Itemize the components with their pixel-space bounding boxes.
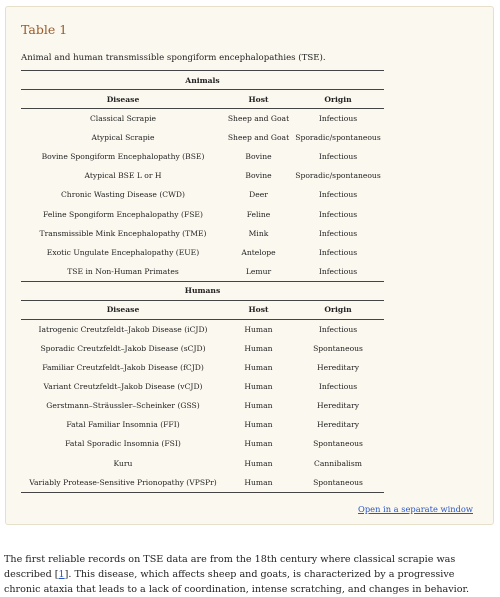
disease-cell: Variably Protease-Sensitive Prionopathy (VPSPr) [21, 473, 225, 493]
host-cell: Human [244, 363, 273, 373]
disease-cell: Exotic Ungulate Encephalopathy (EUE) [46, 247, 200, 257]
disease-cell: Transmissible Mink Encephalopathy (TME) [39, 228, 207, 238]
disease-cell: Bovine Spongiform Encephalopathy (BSE) [41, 152, 205, 162]
host-cell: Antelope [241, 247, 276, 257]
table-row [21, 377, 384, 396]
table-row [21, 224, 384, 243]
table-row [21, 262, 384, 282]
column-header-host: Host [225, 90, 292, 109]
disease-cell: Fatal Sporadic Insomnia (FSI) [65, 439, 181, 449]
reference-link[interactable]: 1 [58, 568, 65, 580]
table-row [21, 473, 384, 493]
disease-cell: Sporadic Creutzfeldt–Jakob Disease (sCJD) [40, 343, 206, 353]
disease-cell: Classical Scrapie [89, 114, 156, 124]
column-header-disease: Disease [21, 300, 225, 319]
host-cell: Human [244, 343, 273, 353]
column-header-host: Host [225, 300, 292, 319]
host-cell: Deer [249, 190, 268, 200]
host-cell: Mink [248, 228, 269, 238]
disease-cell: Atypical Scrapie [91, 133, 155, 143]
disease-cell: Atypical BSE L or H [84, 171, 162, 181]
column-header-disease: Disease [21, 90, 225, 109]
table-caption: Animal and human transmissible spongiform encephalopathies (TSE). [21, 53, 326, 63]
section-header-row [21, 71, 384, 90]
open-separate-window-link[interactable]: Open in a separate window [358, 504, 473, 514]
origin-cell: Sporadic/spontaneous [295, 133, 381, 143]
table-row [21, 358, 384, 377]
paragraph-text-start: The first reliable records on TSE data are from the 18th century where classical scrapie was described [ [4, 553, 456, 580]
host-cell: Human [244, 458, 273, 468]
disease-cell: Fatal Familiar Insomnia (FFI) [66, 420, 180, 430]
origin-cell: Infectious [318, 114, 358, 124]
column-header-row [21, 300, 384, 319]
table-row [21, 204, 384, 223]
column-header-origin: Origin [292, 90, 384, 109]
disease-cell: Familiar Creutzfeldt–Jakob Disease (fCJD) [42, 363, 204, 373]
table-row [21, 339, 384, 358]
column-header-origin: Origin [292, 300, 384, 319]
section-title: Humans [21, 281, 384, 300]
origin-cell: Cannibalism [314, 458, 362, 468]
origin-cell: Spontaneous [313, 439, 363, 449]
host-cell: Sheep and Goat [227, 114, 290, 124]
table-row [21, 109, 384, 129]
origin-cell: Infectious [318, 190, 358, 200]
origin-cell: Infectious [292, 262, 384, 282]
host-cell: Bovine [245, 152, 272, 162]
origin-cell: Infectious [318, 228, 358, 238]
table-box [5, 6, 494, 525]
body-paragraph [4, 552, 494, 597]
disease-cell: Gerstmann–Sträussler–Scheinker (GSS) [46, 401, 200, 411]
host-cell: Feline [246, 209, 271, 219]
table-row [21, 166, 384, 185]
paragraph-text-end: ]. This disease, which affects sheep and goats, is characterized by a progressive chronic ataxia that leads to a lack of coordination, intense scratching, and changes in behavior. [4, 568, 470, 595]
table-row [21, 454, 384, 473]
origin-cell: Sporadic/spontaneous [295, 171, 381, 181]
column-header-row [21, 90, 384, 109]
section-title: Animals [21, 71, 384, 90]
origin-cell: Infectious [318, 209, 358, 219]
host-cell: Human [244, 439, 273, 449]
table-row [21, 185, 384, 204]
origin-cell: Hereditary [316, 401, 360, 411]
origin-cell: Infectious [318, 152, 358, 162]
host-cell: Bovine [245, 171, 272, 181]
origin-cell: Spontaneous [313, 343, 363, 353]
disease-cell: Variant Creutzfeldt–Jakob Disease (vCJD) [43, 382, 203, 392]
table-row [21, 319, 384, 339]
table-row [21, 128, 384, 147]
origin-cell: Infectious [318, 247, 358, 257]
origin-cell: Infectious [318, 382, 358, 392]
origin-cell: Hereditary [316, 363, 360, 373]
host-cell: Human [244, 401, 273, 411]
section-header-row [21, 281, 384, 300]
disease-cell: Kuru [113, 458, 133, 468]
host-cell: Human [244, 420, 273, 430]
table-row [21, 243, 384, 262]
origin-cell: Spontaneous [292, 473, 384, 493]
disease-cell: Feline Spongiform Encephalopathy (FSE) [43, 209, 203, 219]
table-row [21, 434, 384, 453]
table-title: Table 1 [21, 22, 68, 37]
host-cell: Human [225, 473, 292, 493]
tse-table [21, 70, 384, 493]
table-row [21, 396, 384, 415]
host-cell: Sheep and Goat [227, 133, 290, 143]
table-row [21, 147, 384, 166]
disease-cell: Iatrogenic Creutzfeldt–Jakob Disease (iCJD) [38, 324, 208, 334]
table-row [21, 415, 384, 434]
origin-cell: Hereditary [316, 420, 360, 430]
host-cell: Human [244, 324, 273, 334]
disease-cell: Chronic Wasting Disease (CWD) [61, 190, 185, 200]
disease-cell: TSE in Non-Human Primates [21, 262, 225, 282]
host-cell: Human [244, 382, 273, 392]
origin-cell: Infectious [318, 324, 358, 334]
tse-table-body [21, 71, 384, 493]
host-cell: Lemur [225, 262, 292, 282]
